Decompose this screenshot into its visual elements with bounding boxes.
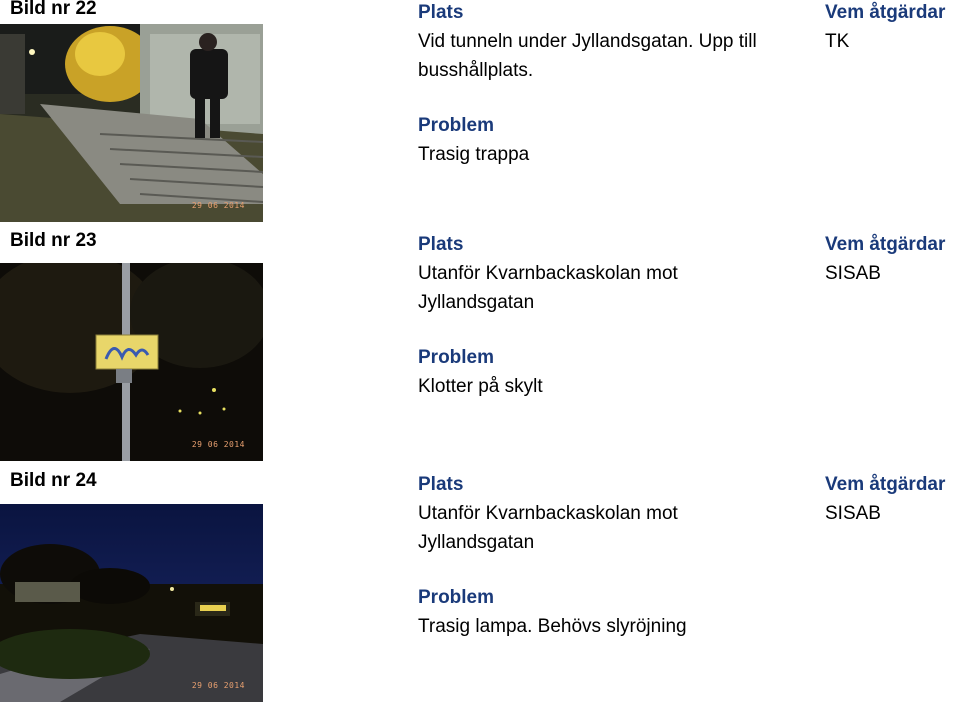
responsible-block: [825, 230, 960, 288]
problem-label: Problem: [418, 587, 495, 608]
problem-value: Trasig lampa. Behövs slyröjning: [418, 616, 687, 637]
responsible-value: SISAB: [825, 503, 881, 524]
location-label: Plats: [418, 2, 464, 23]
responsible-block: [825, 0, 960, 56]
location-block: [418, 470, 808, 557]
photo-stairs: [0, 24, 263, 222]
responsible-label: Vem åtgärdar: [825, 474, 946, 495]
location-block: [418, 230, 808, 317]
photo-lamp: [0, 504, 263, 702]
problem-block: [418, 583, 808, 641]
photo-date-stamp: 29 06 2014: [191, 681, 245, 690]
problem-value: Klotter på skylt: [418, 376, 543, 397]
problem-block: [418, 343, 808, 401]
location-label: Plats: [418, 234, 464, 255]
entry-bild-24: [0, 472, 960, 712]
problem-value: Trasig trappa: [418, 144, 530, 165]
entry-bild-22: [0, 0, 960, 240]
problem-label: Problem: [418, 115, 495, 136]
location-value: Utanför Kvarnbackaskolan mot Jyllandsgatan: [418, 263, 678, 313]
location-value: Vid tunneln under Jyllandsgatan. Upp till busshållplats.: [418, 31, 757, 81]
entry-title: Bild nr 23: [10, 230, 97, 251]
location-value: Utanför Kvarnbackaskolan mot Jyllandsgatan: [418, 503, 678, 553]
responsible-block: [825, 470, 960, 528]
photo-sign: [0, 263, 263, 461]
entry-title: Bild nr 22: [10, 0, 97, 19]
entry-title: Bild nr 24: [10, 470, 97, 491]
responsible-label: Vem åtgärdar: [825, 2, 946, 23]
responsible-value: TK: [825, 31, 850, 52]
problem-block: [418, 111, 808, 169]
responsible-value: SISAB: [825, 263, 881, 284]
problem-label: Problem: [418, 347, 495, 368]
location-block: [418, 0, 808, 85]
photo-date-stamp: 29 06 2014: [191, 201, 245, 210]
entry-bild-23: [0, 232, 960, 472]
photo-date-stamp: 29 06 2014: [191, 440, 245, 449]
responsible-label: Vem åtgärdar: [825, 234, 946, 255]
location-label: Plats: [418, 474, 464, 495]
